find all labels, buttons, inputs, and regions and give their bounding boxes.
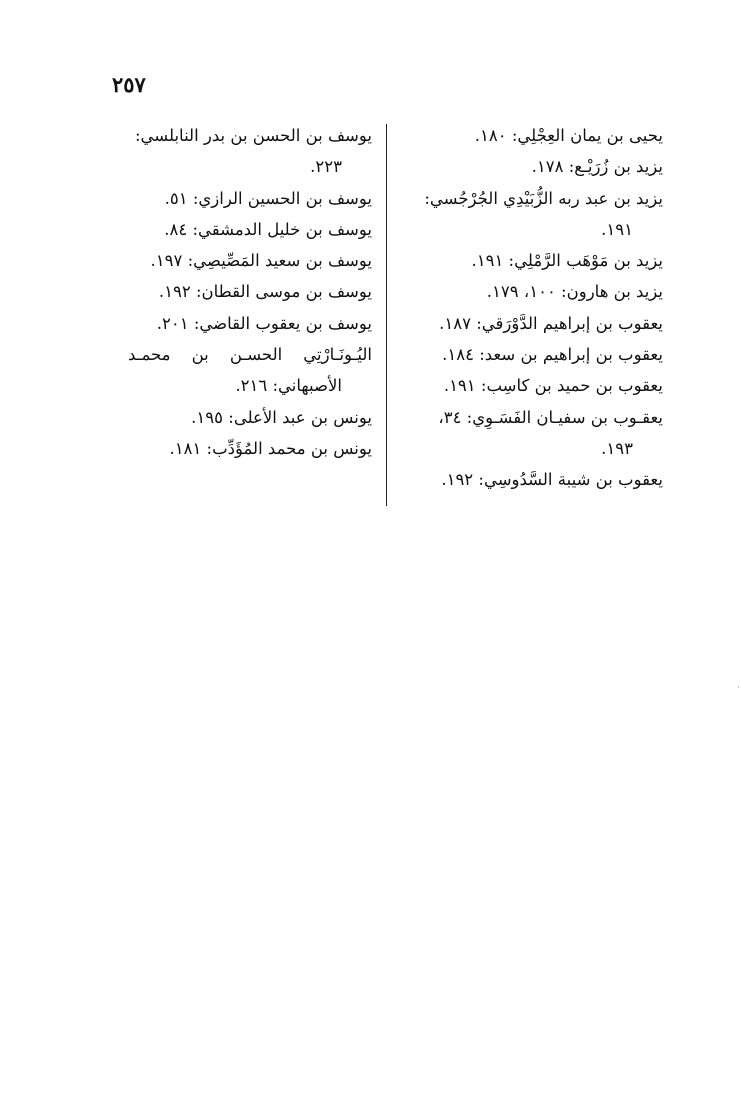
index-entry-continuation: ١٩٣. bbox=[601, 438, 633, 458]
column-divider bbox=[386, 124, 387, 506]
index-entry: يزيد بن هارون: ١٠٠، ١٧٩. bbox=[486, 282, 663, 302]
index-entry: يعقوب بن إبراهيم بن سعد: ١٨٤. bbox=[442, 345, 663, 365]
index-entry: يوسف بن خليل الدمشقي: ٨٤. bbox=[164, 219, 372, 239]
index-entry-continuation: الأصبهاني: ٢١٦. bbox=[235, 376, 342, 396]
index-entry: يونس بن عبد الأعلى: ١٩٥. bbox=[191, 407, 372, 427]
index-entry-continuation: ١٩١. bbox=[601, 219, 633, 239]
index-entry: يعقـوب بن سفيـان الفَسَـوِي: ٣٤، bbox=[438, 407, 663, 427]
index-entry: يحيى بن يمان العِجْلِي: ١٨٠. bbox=[474, 126, 663, 145]
index-column-right bbox=[395, 120, 663, 496]
index-entry: يعقوب بن إبراهيم الدَّوْرَقي: ١٨٧. bbox=[439, 313, 663, 333]
index-entry: يزيد بن عبد ربه الزُّبَيْدِي الجُرْجُسي: bbox=[424, 188, 663, 208]
index-entry: يوسف بن الحسن بن بدر النابلسي: bbox=[134, 126, 372, 145]
index-entry-continuation: ٢٢٣. bbox=[310, 157, 342, 177]
index-column-left bbox=[128, 120, 372, 464]
index-entry: اليُـونَـارْتِي الحسـن بن محمـد bbox=[128, 345, 372, 365]
scan-mark bbox=[738, 686, 739, 688]
index-entry: يوسف بن سعيد المَصِّيصِي: ١٩٧. bbox=[150, 251, 372, 271]
page-number: ٢٥٧ bbox=[112, 72, 146, 97]
index-entry: يزيد بن زُرَيْـع: ١٧٨. bbox=[531, 157, 663, 177]
index-entry: يزيد بن مَوْهَب الرَّمْلِي: ١٩١. bbox=[471, 251, 663, 271]
index-entry: يوسف بن يعقوب القاضي: ٢٠١. bbox=[156, 313, 372, 333]
index-entry: يوسف بن الحسين الرازي: ٥١. bbox=[164, 188, 372, 208]
index-entry: يوسف بن موسى القطان: ١٩٢. bbox=[158, 282, 372, 302]
index-entry: يعقوب بن حميد بن كاسِب: ١٩١. bbox=[443, 376, 663, 396]
index-entry: يونس بن محمد المُؤَدِّب: ١٨١. bbox=[169, 438, 372, 458]
index-entry: يعقوب بن شيبة السَّدُوسِي: ١٩٢. bbox=[441, 470, 663, 490]
